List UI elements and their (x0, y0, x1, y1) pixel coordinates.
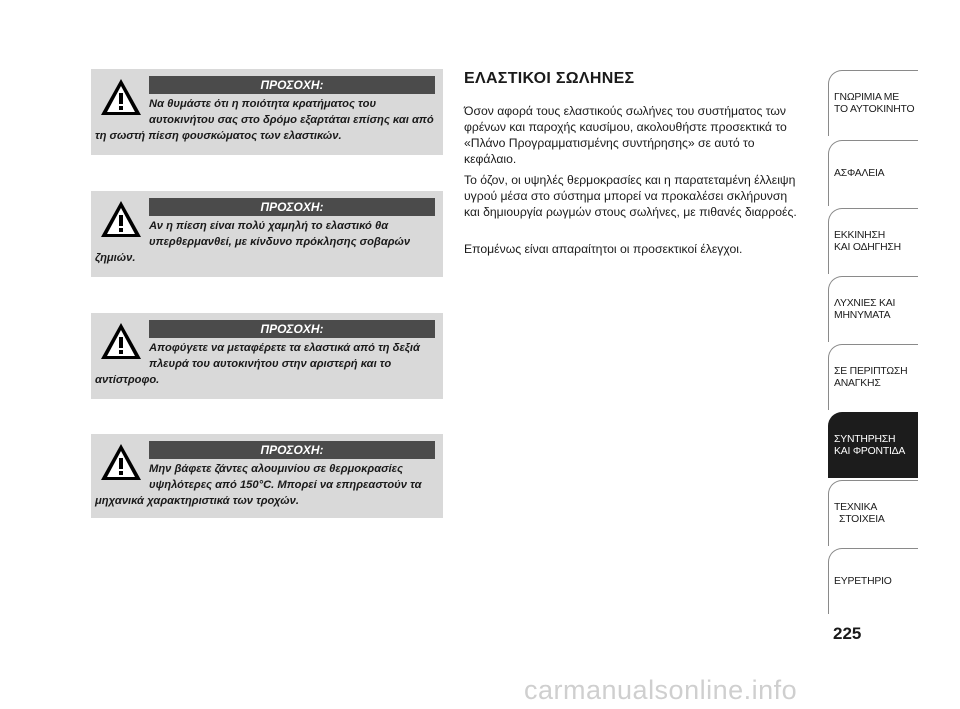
sidebar-item-label: ΕΥΡΕΤΗΡΙΟ (834, 575, 892, 587)
section-paragraph-1: Όσον αφορά τους ελαστικούς σωλήνες του συστήματος των φρένων και παροχής καυσίμου, ακολουθήστε προσεκτικά το «Πλάνο Προγραμματισμένης συντήρησης» σε αυτό το κεφάλαιο. (464, 104, 787, 166)
sidebar-item-label: ΑΝΑΓΚΗΣ (834, 377, 881, 389)
sidebar-item-label: ΚΑΙ ΟΔΗΓΗΣΗ (834, 241, 901, 253)
sidebar-item-emergency[interactable] (828, 344, 918, 410)
sidebar-item-label: ΛΥΧΝΙΕΣ ΚΑΙ (834, 297, 896, 309)
sidebar-item-technical-data[interactable] (828, 480, 918, 546)
warning-box-1 (91, 69, 443, 155)
sidebar-item-index[interactable] (828, 548, 918, 614)
warning-heading: ΠΡΟΣΟΧΗ: (149, 76, 435, 94)
warning-heading: ΠΡΟΣΟΧΗ: (149, 441, 435, 459)
warning-heading: ΠΡΟΣΟΧΗ: (149, 198, 435, 216)
section-title: ΕΛΑΣΤΙΚΟΙ ΣΩΛΗΝΕΣ (464, 70, 635, 87)
warning-box-4 (91, 434, 443, 518)
sidebar-item-label: ΜΗΝΥΜΑΤΑ (834, 309, 891, 321)
warning-text: Να θυμάστε ότι η ποιότητα κρατήματος του αυτοκινήτου σας στο δρόμο εξαρτάται επίσης και από τη σωστή πίεση φουσκώματος των ελαστικών. (95, 98, 434, 142)
sidebar-item-label: ΤΟ ΑΥΤΟΚΙΝΗΤΟ (834, 103, 915, 115)
warning-text: Αποφύγετε να μεταφέρετε τα ελαστικά από τη δεξιά πλευρά του αυτοκινήτου στην αριστερή και το αντίστροφο. (95, 342, 420, 386)
sidebar-item-getting-to-know[interactable] (828, 70, 918, 136)
watermark: carmanualsonline.info (524, 675, 798, 705)
section-paragraph-2: Το όζον, οι υψηλές θερμοκρασίες και η παρατεταμένη έλλειψη υγρού μέσα στο σύστημα μπορεί να προκαλέσει σκλήρυνση και δημιουργία ρωγμών στους σωλήνες, με πιθανές διαρροές. (464, 173, 797, 219)
warning-heading: ΠΡΟΣΟΧΗ: (149, 320, 435, 338)
sidebar-item-label: ΕΚΚΙΝΗΣΗ (834, 229, 886, 241)
sidebar-item-label: ΣΕ ΠΕΡΙΠΤΩΣΗ (834, 365, 908, 377)
section-paragraph-3: Επομένως είναι απαραίτητοι οι προσεκτικοί έλεγχοι. (464, 242, 743, 256)
sidebar-item-starting-driving[interactable] (828, 208, 918, 274)
warning-box-2 (91, 191, 443, 277)
sidebar-item-label: ΣΥΝΤΗΡΗΣΗ (834, 433, 896, 445)
sidebar-item-lights-messages[interactable] (828, 276, 918, 342)
warning-text: Αν η πίεση είναι πολύ χαμηλή το ελαστικό θα υπερθερμανθεί, με κίνδυνο πρόκλησης σοβαρών ζημιών. (95, 220, 411, 264)
warning-text: Μην βάφετε ζάντες αλουμινίου σε θερμοκρασίες υψηλότερες από 150°C. Μπορεί να επηρεαστούν τα μηχανικά χαρακτηριστικά των τροχών. (95, 463, 422, 507)
sidebar-item-label: ΤΕΧΝΙΚΑ (834, 501, 878, 513)
page-number: 225 (833, 624, 862, 643)
sidebar-item-maintenance[interactable] (828, 412, 918, 478)
warning-box-3 (91, 313, 443, 399)
sidebar-item-label: ΑΣΦΑΛΕΙΑ (834, 167, 885, 179)
sidebar-item-label: ΓΝΩΡΙΜΙΑ ΜΕ (834, 91, 899, 103)
sidebar-item-safety[interactable] (828, 140, 918, 206)
sidebar-item-label: ΚΑΙ ΦΡΟΝΤΙΔΑ (834, 445, 906, 457)
sidebar-item-label: ΣΤΟΙΧΕΙΑ (839, 513, 885, 525)
